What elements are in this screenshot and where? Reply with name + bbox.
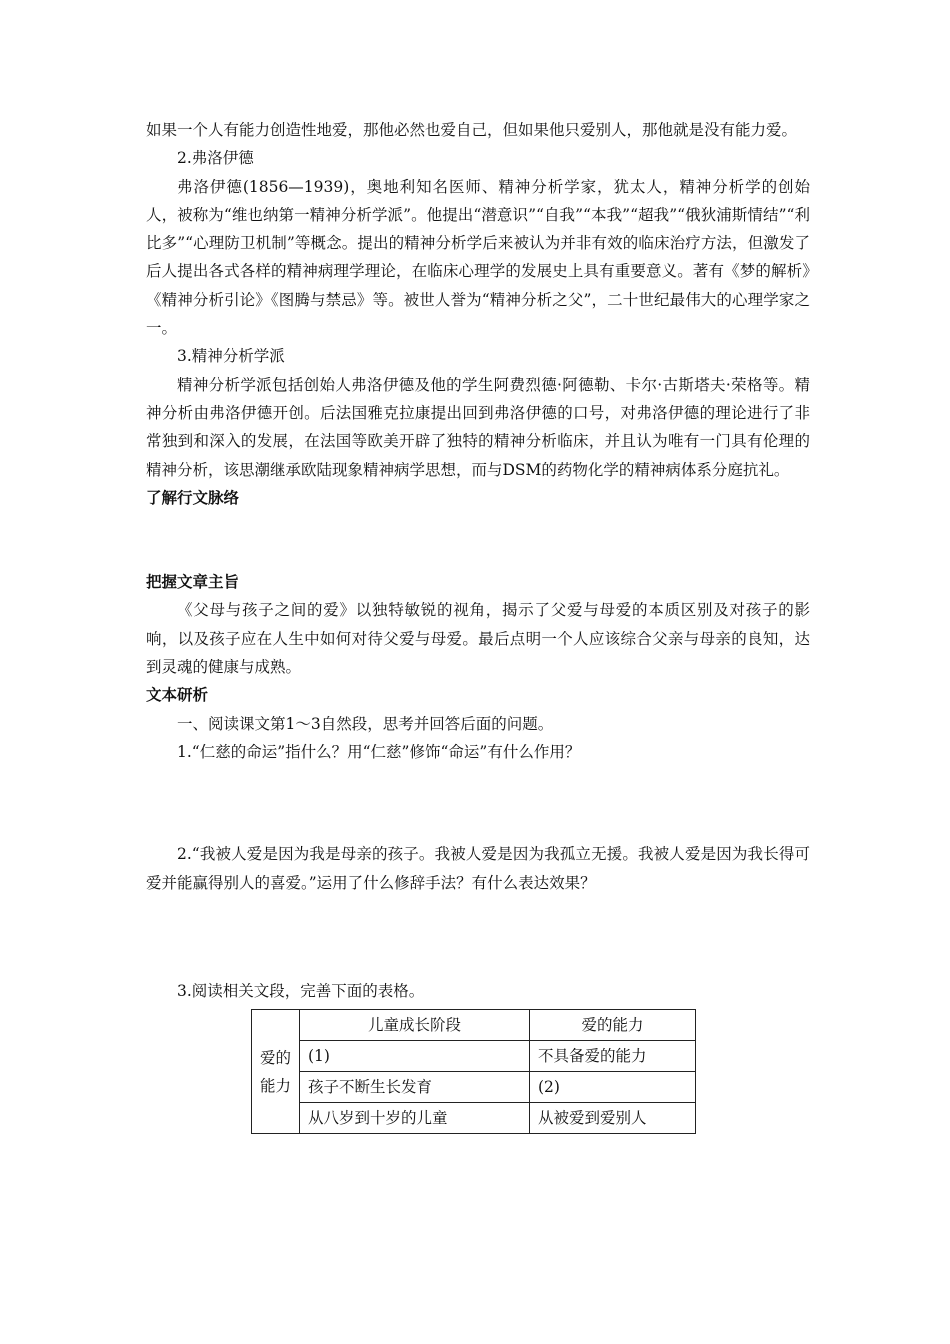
love-ability-table [251,1009,696,1134]
table-header-stage: 儿童成长阶段 [300,1010,530,1041]
table-row [252,1072,696,1103]
table-cell: (2) [530,1072,696,1103]
question-2: 2.“我被人爱是因为我是母亲的孩子。我被人爱是因为我孤立无援。我被人爱是因为我长得可爱并能赢得别人的喜爱。”运用了什么修辞手法？有什么表达效果？ [146,845,810,892]
psychoanalysis-school-paragraph: 精神分析学派包括创始人弗洛伊德及他的学生阿费烈德·阿德勒、卡尔·古斯塔夫·荣格等。精神分析由弗洛伊德开创。后法国雅克拉康提出回到弗洛伊德的口号，对弗洛伊德的理论进行了非常独到和深入的发展，在法国等欧美开辟了独特的精神分析临床，并且认为唯有一门具有伦理的精神分析，该思潮继承欧陆现象精神病学思想，而与DSM的药物化学的精神病体系分庭抗礼。 [146,375,810,479]
table-header-ability: 爱的能力 [530,1010,696,1041]
freud-heading: 2.弗洛伊德 [177,149,254,168]
psychoanalysis-school-heading: 3.精神分析学派 [177,347,285,366]
answer-space [146,766,810,828]
table-cell: 从被爱到爱别人 [530,1103,696,1134]
table-header-row [252,1010,696,1041]
page-content [146,116,810,1134]
table-cell: 不具备爱的能力 [530,1041,696,1072]
answer-space [146,512,810,568]
table-row-label: 爱的能力 [252,1010,300,1134]
table-cell: 从八岁到十岁的儿童 [300,1103,530,1134]
question-3: 3.阅读相关文段，完善下面的表格。 [177,981,425,1000]
freud-paragraph: 弗洛伊德(1856—1939)，奥地利知名医师、精神分析学家，犹太人，精神分析学的创始人，被称为“维也纳第一精神分析学派”。他提出“潜意识”“自我”“本我”“超我”“俄狄浦斯情结”“利比多”“心理防卫机制”等概念。提出的精神分析学后来被认为并非有效的临床治疗方法，但激发了后人提出各式各样的精神病理学理论，在临床心理学的发展史上具有重要意义。著有《梦的解析》《精神分析引论》《图腾与禁忌》等。被世人誉为“精神分析之父”，二十世纪最伟大的心理学家之一。 [146,177,810,338]
theme-paragraph: 《父母与孩子之间的爱》以独特敏锐的视角，揭示了父爱与母爱的本质区别及对孩子的影响，以及孩子应在人生中如何对待父爱与母爱。最后点明一个人应该综合父亲与母亲的良知，达到灵魂的健康与成熟。 [146,601,810,677]
table-row [252,1041,696,1072]
question-1: 1.“仁慈的命运”指什么？用“仁慈”修饰“命运”有什么作用？ [177,742,581,761]
table-cell: (1) [300,1041,530,1072]
table-row [252,1103,696,1134]
paragraph-love-ability: 如果一个人有能力创造性地爱，那他必然也爱自己，但如果他只爱别人，那他就是没有能力爱。 [146,121,798,139]
answer-space [146,897,810,959]
section-title-context: 了解行文脉络 [146,488,240,507]
analysis-intro: 一、阅读课文第1～3自然段，思考并回答后面的问题。 [177,714,554,733]
table-cell: 孩子不断生长发育 [300,1072,530,1103]
section-title-analysis: 文本研析 [146,686,209,705]
section-title-theme: 把握文章主旨 [146,573,240,592]
